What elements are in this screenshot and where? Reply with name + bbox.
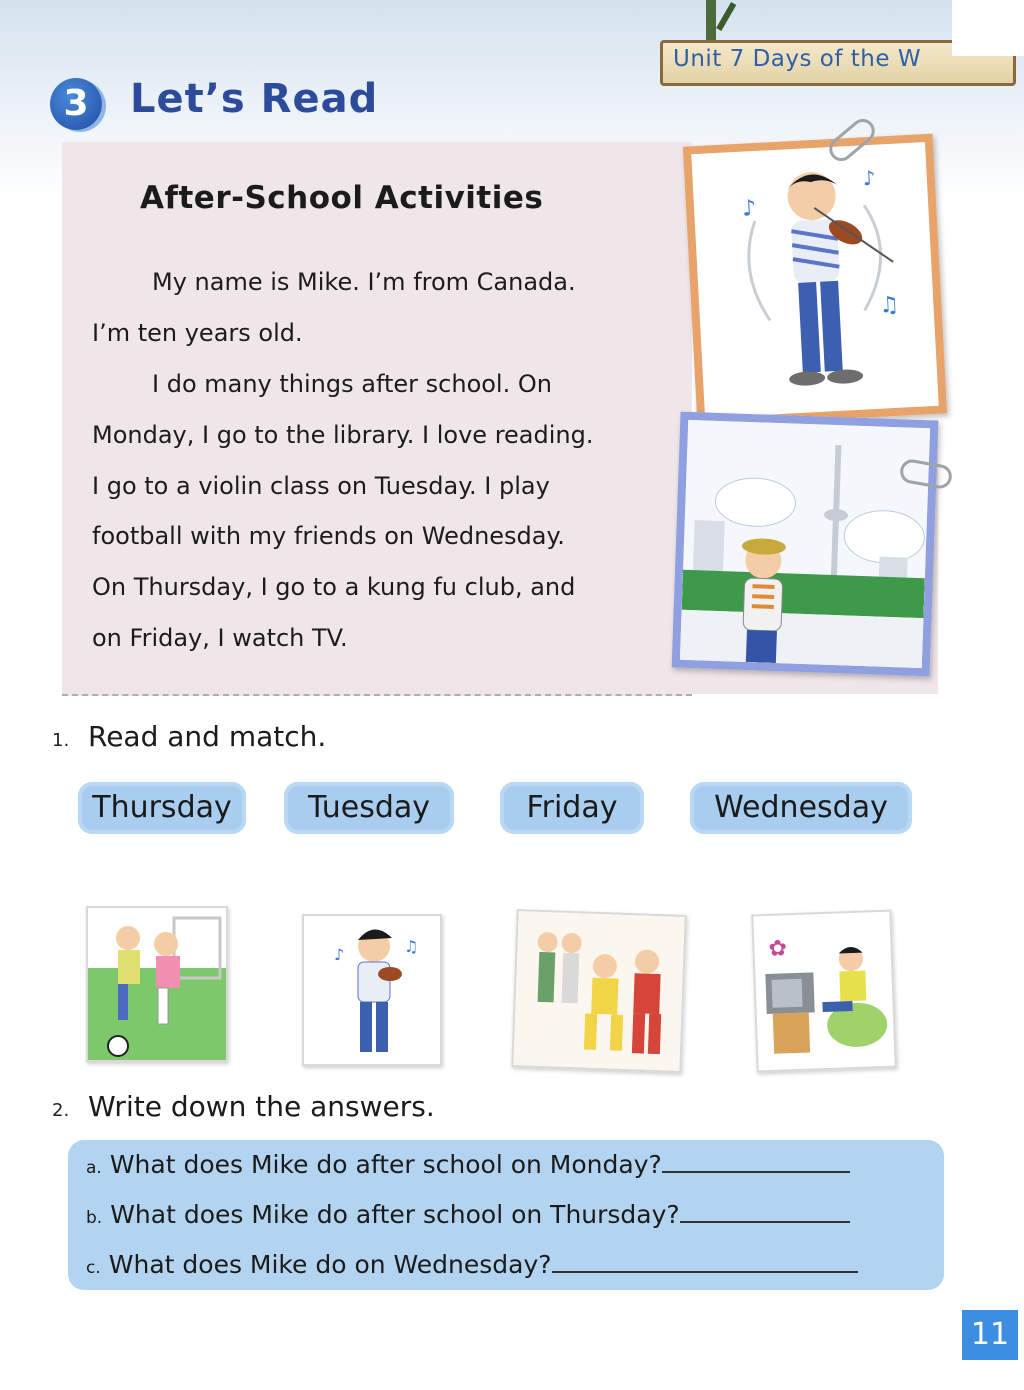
- tree-branch: [706, 0, 716, 40]
- match-picture-tv[interactable]: [751, 910, 896, 1073]
- question-1-instruction: Read and match.: [88, 720, 327, 753]
- svg-text:♪: ♪: [741, 195, 757, 222]
- answer-line-c: [86, 1250, 858, 1279]
- reading-line: I do many things after school. On: [152, 370, 552, 398]
- violin-photo: [683, 134, 947, 427]
- corner-patch: [952, 0, 1024, 56]
- answer-question: What does Mike do after school on Monday?: [109, 1150, 662, 1179]
- question-1-number: 1.: [52, 730, 70, 751]
- answer-blank[interactable]: [662, 1167, 850, 1173]
- football-illustration: [88, 908, 226, 1060]
- svg-text:✿: ✿: [768, 936, 788, 962]
- match-picture-football[interactable]: [86, 906, 228, 1062]
- kung-fu-illustration: [513, 911, 684, 1071]
- toronto-boy-illustration: [680, 420, 930, 668]
- section-number-badge: 3: [50, 78, 102, 130]
- day-tag-wednesday[interactable]: Wednesday: [690, 782, 912, 834]
- svg-text:♫: ♫: [878, 292, 900, 319]
- svg-text:♫: ♫: [404, 937, 419, 956]
- answer-blank[interactable]: [680, 1217, 850, 1223]
- answer-line-a: [86, 1150, 850, 1179]
- answer-blank[interactable]: [552, 1267, 858, 1273]
- violin-boy-illustration: [691, 142, 938, 418]
- match-picture-kung-fu[interactable]: [511, 909, 686, 1073]
- day-tag-thursday[interactable]: Thursday: [78, 782, 246, 834]
- answer-letter: c.: [86, 1258, 101, 1278]
- answer-letter: b.: [86, 1208, 103, 1228]
- day-tag-friday[interactable]: Friday: [500, 782, 644, 834]
- reading-title: After-School Activities: [140, 180, 544, 216]
- page-number: 11: [962, 1310, 1018, 1360]
- toronto-photo: [672, 412, 939, 677]
- watching-tv-illustration: [753, 912, 894, 1071]
- svg-text:♪: ♪: [334, 945, 345, 964]
- match-picture-violin[interactable]: [302, 914, 442, 1066]
- answer-question: What does Mike do after school on Thursday?: [110, 1200, 680, 1229]
- answer-letter: a.: [86, 1158, 102, 1178]
- unit-label: Unit 7 Days of the W: [673, 46, 922, 72]
- day-tag-tuesday[interactable]: Tuesday: [284, 782, 454, 834]
- reading-line: football with my friends on Wednesday.: [92, 522, 565, 550]
- question-2-number: 2.: [52, 1100, 70, 1121]
- violin-illustration: [304, 916, 440, 1064]
- reading-line: Monday, I go to the library. I love reading.: [92, 421, 594, 449]
- reading-panel: [62, 142, 692, 696]
- svg-text:♪: ♪: [862, 165, 877, 191]
- answer-question: What does Mike do on Wednesday?: [108, 1250, 552, 1279]
- reading-line: I’m ten years old.: [92, 319, 303, 347]
- reading-line: My name is Mike. I’m from Canada.: [152, 268, 576, 296]
- section-title: Let’s Read: [130, 76, 379, 122]
- reading-line: On Thursday, I go to a kung fu club, and: [92, 573, 576, 601]
- question-2-instruction: Write down the answers.: [88, 1090, 435, 1123]
- reading-line: on Friday, I watch TV.: [92, 624, 348, 652]
- answer-line-b: [86, 1200, 850, 1229]
- reading-line: I go to a violin class on Tuesday. I play: [92, 472, 550, 500]
